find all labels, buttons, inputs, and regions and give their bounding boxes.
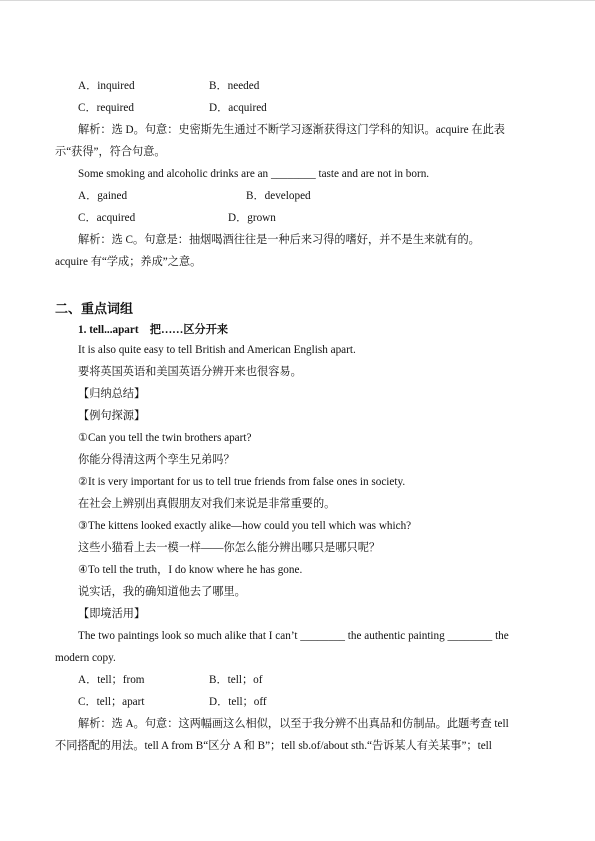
q2-analysis-line2: acquire 有“学成；养成”之意。 bbox=[55, 256, 202, 268]
practice-analysis-line2: 不同搭配的用法。tell A from B“区分 A 和 B”；tell sb.of/about sth.“告诉某人有关某事”；tell bbox=[55, 740, 492, 752]
q1-option-a: A．inquired bbox=[78, 80, 135, 92]
phrase-title: 1. tell...apart 把……区分开来 bbox=[78, 324, 229, 336]
q2-option-c: C．acquired bbox=[78, 212, 136, 224]
practice-option-d: D．tell；off bbox=[209, 696, 267, 708]
practice-question-line2: modern copy. bbox=[55, 652, 116, 664]
q1-option-b: B．needed bbox=[209, 80, 260, 92]
example-1-zh: 你能分得清这两个孪生兄弟吗？ bbox=[78, 454, 235, 466]
example-2-zh: 在社会上辨别出真假朋友对我们来说是非常重要的。 bbox=[78, 498, 336, 510]
practice-label: 【即境活用】 bbox=[78, 608, 146, 620]
q2-option-a: A．gained bbox=[78, 190, 128, 202]
practice-option-c: C．tell；apart bbox=[78, 696, 145, 708]
explore-label: 【例句探源】 bbox=[78, 410, 146, 422]
phrase-example-zh: 要将英国英语和美国英语分辨开来也很容易。 bbox=[78, 366, 302, 378]
q1-option-c: C．required bbox=[78, 102, 134, 114]
summary-label: 【归纳总结】 bbox=[78, 388, 146, 400]
practice-analysis-line1: 解析：选 A。句意：这两幅画这么相似，以至于我分辨不出真品和仿制品。此题考查 tell bbox=[78, 718, 509, 730]
example-3-en: ③The kittens looked exactly alike—how could you tell which was which? bbox=[78, 520, 412, 532]
q1-analysis-line1: 解析：选 D。句意：史密斯先生通过不断学习逐渐获得这门学科的知识。acquire 在此表 bbox=[78, 124, 505, 136]
q2-option-b: B．developed bbox=[246, 190, 311, 202]
section-title: 二、重点词组 bbox=[55, 302, 134, 317]
q2-analysis-line1: 解析：选 C。句意是：抽烟喝酒往往是一种后来习得的嗜好，并不是生来就有的。 bbox=[78, 234, 480, 246]
practice-question-line1: The two paintings look so much alike that I can’t ________ the authentic painting ________ the bbox=[78, 630, 509, 642]
page-top-border bbox=[0, 0, 595, 1]
phrase-example-en: It is also quite easy to tell British and American English apart. bbox=[78, 344, 356, 356]
example-4-zh: 说实话，我的确知道他去了哪里。 bbox=[78, 586, 246, 598]
example-3-zh: 这些小猫看上去一模一样——你怎么能分辨出哪只是哪只呢？ bbox=[78, 542, 381, 554]
q2-option-d: D．grown bbox=[228, 212, 276, 224]
example-1-en: ①Can you tell the twin brothers apart? bbox=[78, 432, 252, 444]
q2-stem: Some smoking and alcoholic drinks are an ________ taste and are not in born. bbox=[78, 168, 430, 180]
example-4-en: ④To tell the truth，I do know where he has gone. bbox=[78, 564, 303, 576]
q1-analysis-line2: 示“获得”，符合句意。 bbox=[55, 146, 166, 158]
practice-option-a: A．tell；from bbox=[78, 674, 145, 686]
example-2-en: ②It is very important for us to tell true friends from false ones in society. bbox=[78, 476, 406, 488]
q1-option-d: D．acquired bbox=[209, 102, 267, 114]
practice-option-b: B．tell；of bbox=[209, 674, 263, 686]
